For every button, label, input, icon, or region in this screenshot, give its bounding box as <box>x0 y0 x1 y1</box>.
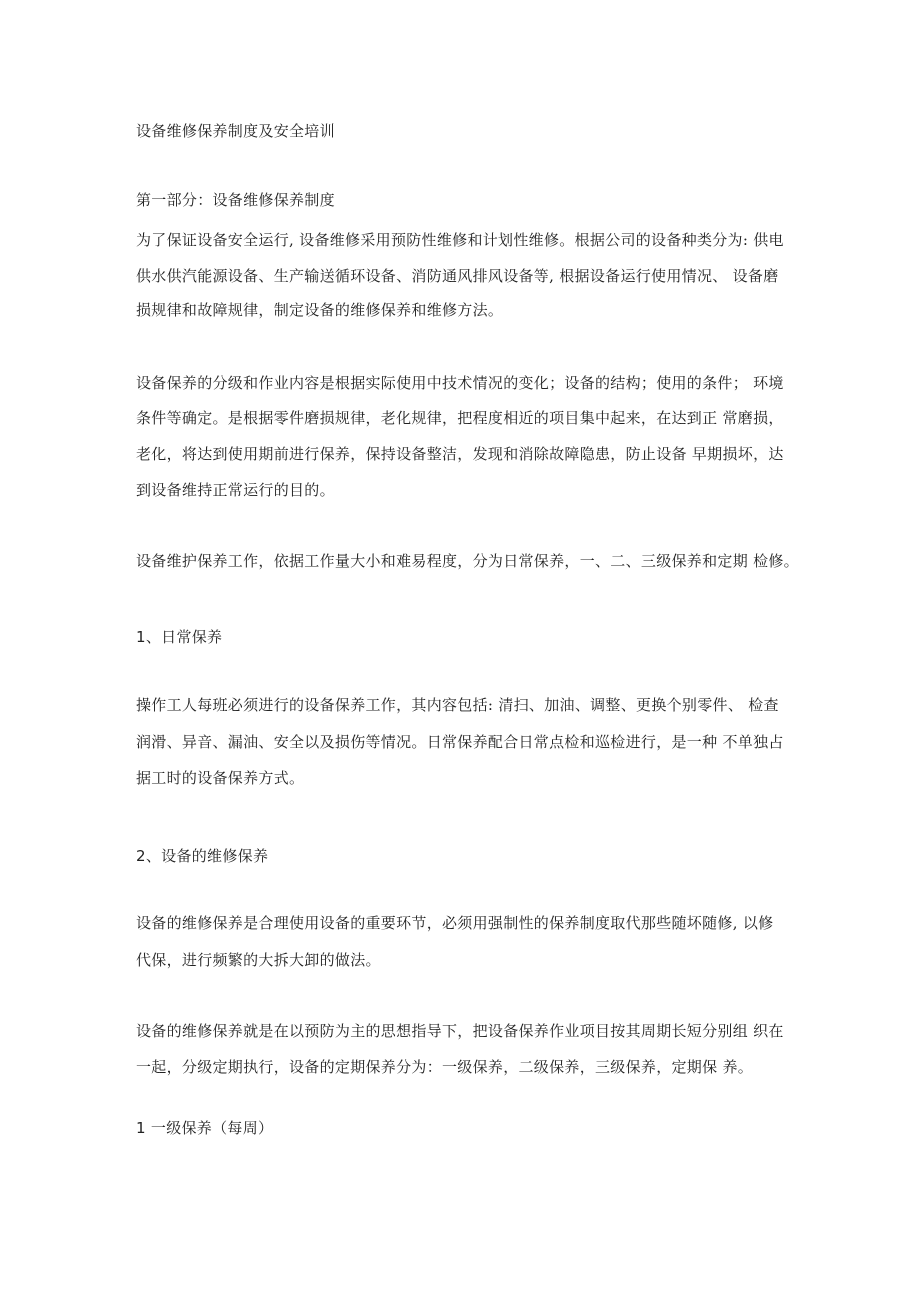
paragraph-line: 到设备维持正常运行的目的。 <box>136 481 335 499</box>
section1-heading: 1、日常保养 <box>136 628 223 646</box>
paragraph-line: 代保，进行频繁的大拆大卸的做法。 <box>136 951 381 969</box>
paragraph-line: 为了保证设备安全运行, 设备维修采用预防性维修和计划性维修。根据公司的设备种类分为: 供电 <box>136 231 784 249</box>
subsection1-heading: 1 一级保养（每周） <box>136 1119 274 1137</box>
paragraph-line: 老化，将达到使用期前进行保养，保持设备整洁，发现和消除故障隐患，防止设备 早期损坏，达 <box>136 445 784 463</box>
paragraph-line: 操作工人每班必须进行的设备保养工作，其内容包括: 清扫、加油、调整、更换个别零件、 检查 <box>136 696 779 714</box>
section2-heading: 2、设备的维修保养 <box>136 847 269 865</box>
document-title: 设备维修保养制度及安全培训 <box>136 122 335 140</box>
paragraph-line: 据工时的设备保养方式。 <box>136 769 305 787</box>
paragraph-line: 润滑、异音、漏油、安全以及损伤等情况。日常保养配合日常点检和巡检进行，是一种 不单独占 <box>136 733 784 751</box>
paragraph-line: 设备保养的分级和作业内容是根据实际使用中技术情况的变化；设备的结构；使用的条件； 环境 <box>136 374 784 392</box>
paragraph-line: 条件等确定。是根据零件磨损规律，老化规律，把程度相近的项目集中起来，在达到正 常磨损， <box>136 409 784 427</box>
paragraph-line: 设备维护保养工作，依据工作量大小和难易程度，分为日常保养，一、二、三级保养和定期 检修。 <box>136 552 799 570</box>
paragraph-line: 设备的维修保养就是在以预防为主的思想指导下，把设备保养作业项目按其周期长短分别组 织在 <box>136 1022 784 1040</box>
paragraph-line: 设备的维修保养是合理使用设备的重要环节，必须用强制性的保养制度取代那些随坏随修, 以修 <box>136 914 774 932</box>
paragraph-line: 损规律和故障规律，制定设备的维修保养和维修方法。 <box>136 301 504 319</box>
paragraph-line: 一起，分级定期执行，设备的定期保养分为：一级保养，二级保养，三级保养，定期保 养。 <box>136 1058 754 1076</box>
part1-heading: 第一部分：设备维修保养制度 <box>136 191 335 209</box>
paragraph-line: 供水供汽能源设备、生产输送循环设备、消防通风排风设备等, 根据设备运行使用情况、 设备磨 <box>136 267 779 285</box>
